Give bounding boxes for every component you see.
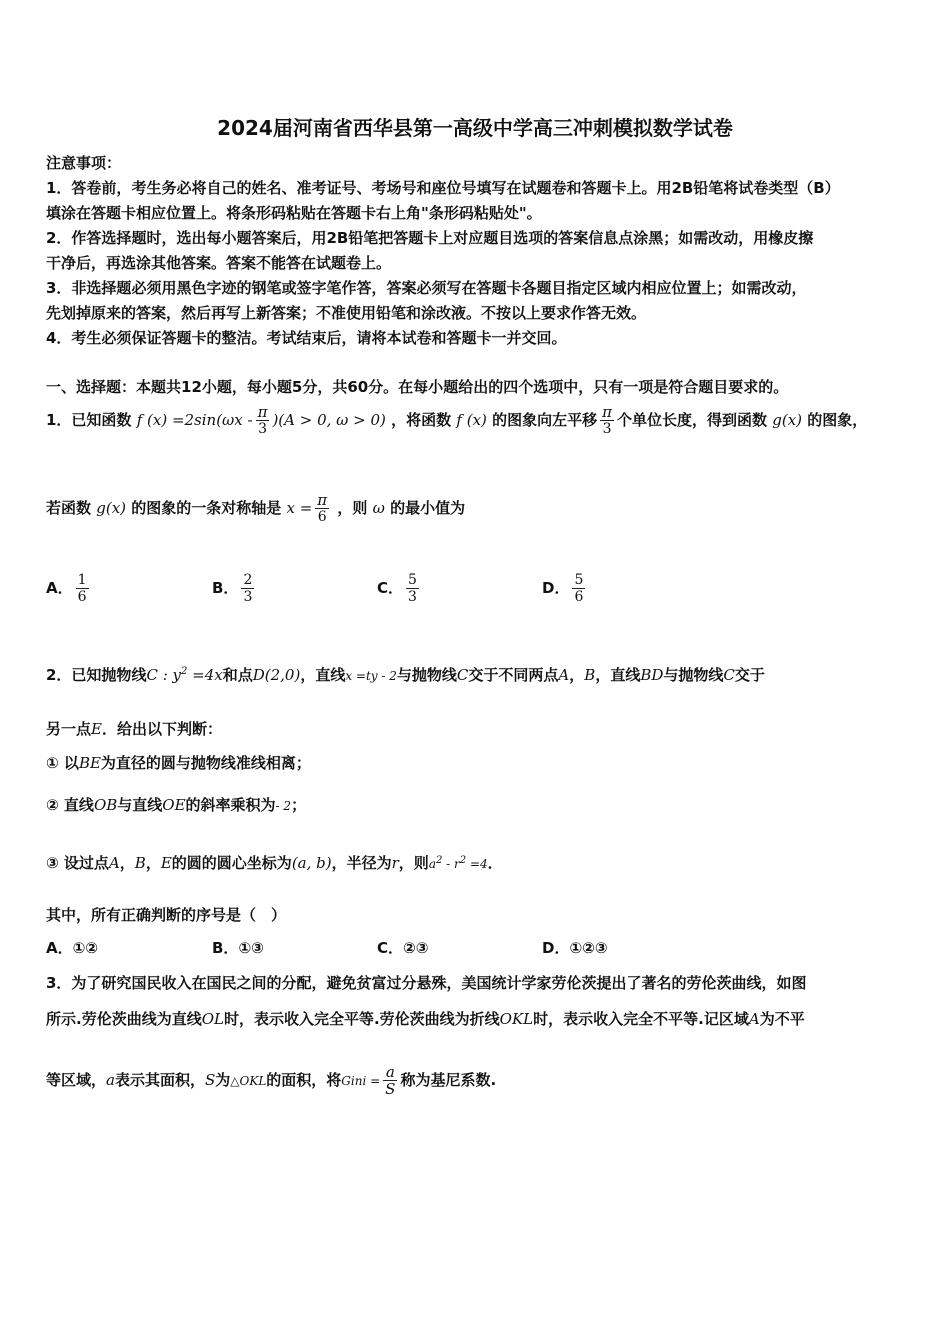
formula-point-d: D(2,0)	[252, 666, 301, 684]
q1-option-b[interactable]: B． $\frac{2}{3}$	[212, 572, 253, 605]
judgment-1: ① 以BE为直径的圆与抛物线准线相离；	[46, 754, 311, 772]
notice-heading: 注意事项：	[46, 154, 122, 172]
question-1-line-1: 1．已知函数 f (x) =2sin(ωx - $\frac{\pi}{3}$ )(A > 0, ω > 0) ，将函数 f (x) 的图象向左平移 $\frac{\pi}{3}$ 个单位长度，得到函数 g(x) 的图象，	[46, 403, 868, 437]
notice-line-1: 1．答卷前，考生务必将自己的姓名、准考证号、考场号和座位号填写在试题卷和答题卡上。用2B铅笔将试卷类型（B）	[46, 179, 840, 197]
notice-line-7: 4．考生必须保证答题卡的整洁。考试结束后，请将本试卷和答题卡一并交回。	[46, 329, 567, 347]
formula-gx-2: g(x)	[96, 499, 127, 517]
notice-line-2: 填涂在答题卡相应位置上。将条形码粘贴在答题卡右上角"条形码粘贴处"。	[46, 204, 542, 222]
judgment-2: ② 直线OB与直线OE的斜率乘积为- 2；	[46, 796, 307, 814]
formula-omega: ω	[372, 499, 385, 517]
question-2-prompt: 其中，所有正确判断的序号是（ ）	[46, 906, 287, 924]
formula-line: x =ty - 2	[345, 669, 397, 683]
fraction-pi-3: $\frac{\pi}{3}$	[257, 403, 268, 437]
page-title: 2024届河南省西华县第一高级中学高三冲刺模拟数学试卷	[217, 116, 733, 140]
q2-option-c[interactable]: C．②③	[377, 939, 429, 957]
judgment-3: ③ 设过点A，B，E的圆的圆心坐标为(a, b)，半径为r，则$a^2 - r^2 =4$．	[46, 854, 503, 872]
q2-option-a[interactable]: A．①②	[46, 939, 99, 957]
question-3-line-1: 3．为了研究国民收入在国民之间的分配，避免贫富过分悬殊，美国统计学家劳伦茨提出了著名的劳伦茨曲线，如图	[46, 974, 807, 992]
question-2-line-1: 2．已知抛物线C : $y^2 =4x$和点D(2,0)，直线x =ty - 2与抛物线C交于不同两点A，B，直线BD与抛物线C交于	[46, 666, 765, 684]
notice-line-3: 2．作答选择题时，选出每小题答案后，用2B铅笔把答题卡上对应题目选项的答案信息点涂黑；如需改动，用橡皮擦	[46, 229, 814, 247]
formula-parabola: C : $y^2 =4x$	[146, 666, 223, 684]
q2-option-b[interactable]: B．①③	[212, 939, 264, 957]
notice-line-5: 3．非选择题必须用黑色字迹的钢笔或签字笔作答，答案必须写在答题卡各题目指定区域内相应位置上；如需改动，	[46, 279, 807, 297]
formula-gx: g(x)	[772, 411, 802, 429]
formula-x-eq: x =	[286, 499, 313, 517]
fraction-pi-3-shift: $\frac{\pi}{3}$	[602, 403, 612, 437]
formula-conditions: )(A > 0, ω > 0)	[272, 411, 386, 429]
question-1-line-2: 若函数 g(x) 的图象的一条对称轴是 x = $\frac{\pi}{6}$ ，则 ω 的最小值为	[46, 491, 466, 525]
notice-line-6: 先划掉原来的答案，然后再写上新答案；不准使用铅笔和涂改液。不按以上要求作答无效。	[46, 304, 647, 322]
question-3-line-2: 所示.劳伦茨曲线为直线OL时，表示收入完全平等.劳伦茨曲线为折线OKL时，表示收入完全不平等.记区域A为不平	[46, 1010, 805, 1028]
formula-fx-def: f (x) =2sin(ωx -	[136, 411, 253, 429]
q1-option-a[interactable]: A． $\frac{1}{6}$	[46, 572, 87, 605]
q1-option-c[interactable]: C． $\frac{5}{3}$	[377, 572, 417, 605]
section-heading: 一、选择题：本题共12小题，每小题5分，共60分。在每小题给出的四个选项中，只有一项是符合题目要求的。	[46, 378, 789, 396]
q2-option-d[interactable]: D．①②③	[542, 939, 608, 957]
notice-line-4: 干净后，再选涂其他答案。答案不能答在试题卷上。	[46, 254, 392, 272]
formula-a2-r2: $a^2 - r^2 =4$	[428, 855, 488, 871]
question-3-line-3: 等区域，a表示其面积，S为△OKL的面积，将Gini = $\frac{a}{S}$ 称为基尼系数.	[46, 1063, 497, 1098]
formula-fx: f (x)	[456, 411, 487, 429]
question-2-line-2: 另一点E．给出以下判断：	[46, 720, 222, 738]
fraction-pi-6: $\frac{\pi}{6}$	[317, 491, 328, 525]
fraction-a-s: $\frac{a}{S}$	[385, 1063, 396, 1098]
q1-option-d[interactable]: D． $\frac{5}{6}$	[542, 572, 584, 605]
